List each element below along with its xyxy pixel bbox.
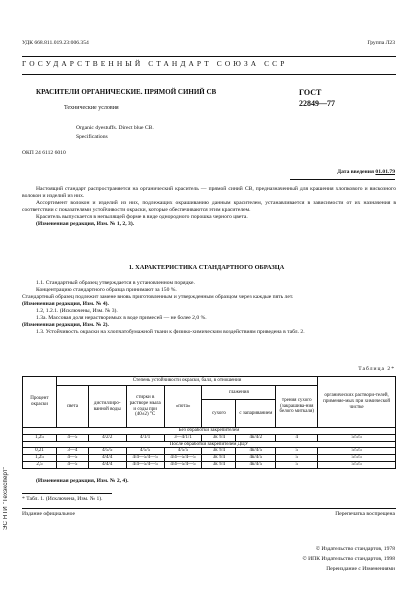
table-cell: 3—4/1/1 [164,434,202,441]
table-cell: 5 [276,461,318,468]
gost-number: 22849—77 [299,99,335,108]
banner-rule [22,74,396,75]
table-cell: 4к/4/5 [236,455,276,462]
clause-line: Концентрацию стандартного образца принимают за 150 %. [36,287,177,293]
footnote-rule [22,493,112,494]
side-watermark: ЭС НТИ "Техэксперт" [3,466,9,530]
table-cell: 4/5/5 [126,448,164,455]
table-header-row [23,377,396,386]
clause-line: 1.3. Устойчивость окраски на хлопчатобумажной ткани к физико-химическим воздействиям приведена в табл. 2. [36,329,305,335]
table-cell: 1,25 [23,434,57,441]
table-cell: 5/5/5 [318,461,396,468]
copyright-1978: © Издательство стандартов, 1978 [315,546,395,552]
table-cell: 3—4 [56,448,88,455]
table-row [23,434,396,441]
header-wash: стирки в растворе мыла и соды при (40±2) °С [126,386,164,428]
header-light: света [56,386,88,428]
footer-rule [22,508,396,509]
header-ironing: глажения [202,386,276,400]
table-cell: 4/4—5/4—5 [164,461,202,468]
table-cell: 1,25 [23,455,57,462]
table-section-label: Без обработки закрепителем [23,428,396,435]
clause-line: 1.1. Стандартный образец утверждается в установленном порядке. [36,280,195,286]
fastness-table [22,376,396,469]
header-sweat: «пота» [164,386,202,428]
reissue-note: Переиздание с Изменениями [326,566,395,572]
table-cell: 3к т/4 [202,434,236,441]
amendment-note: (Измененная редакция, Изм. № 4). [22,301,109,307]
table-cell: 4/5/5 [88,448,126,455]
table-section-row [23,428,396,435]
group-code: Группа Л23 [367,40,395,46]
header-percent: Процент окраски [23,377,57,428]
clause-line: 1.2, 1.2.1. (Исключены, Изм. № 3). [36,308,118,314]
table-amendment-note: (Измененная редакция, Изм. № 2, 4). [36,478,129,484]
table-cell: 4/4—5/4—5 [164,455,202,462]
udk-code: УДК 668.811.019.23:006.354 [22,40,89,46]
reprint-prohibited: Перепечатка воспрещена [335,511,395,517]
amendment-note: (Измененная редакция, Изм. № 1, 2, 3). [36,221,135,227]
table-cell: 3к т/4 [202,455,236,462]
intro-paragraph: Краситель выпускается в непылящей форме в виде однородного порошка черного цвета. [36,214,248,220]
top-rule [22,56,396,57]
section-heading: 1. ХАРАКТЕРИСТИКА СТАНДАРТНОГО ОБРАЗЦА [128,264,285,271]
table-cell: 2,5 [23,461,57,468]
table-cell: 4/4—5/4—5 [126,455,164,462]
intro-paragraph: Настоящий стандарт распространяется на органический краситель — прямой синий СВ, предназначенный для крашения хлопкового и вискозного волокон и изделий из них. [22,186,396,199]
section-body [22,280,396,336]
header-dry: сухого [202,400,236,428]
table-cell: 4—5 [56,434,88,441]
footnote: * Табл. 1. (Исключена, Изм. № 1). [22,496,103,502]
table-cell: 4/2/2 [88,434,126,441]
effective-date-label: Дата введения [337,169,375,175]
table-cell: 4—5 [56,461,88,468]
table-cell: 5 [276,455,318,462]
table-section-row [23,441,396,448]
copyright-1998: © ИПК Издательство стандартов, 1998 [302,556,395,562]
table-row [23,448,396,455]
intro-rule [290,179,395,180]
document-subtitle: Технические условия [64,105,119,111]
table-cell: 4 [276,434,318,441]
english-subtitle: Specifications [76,134,108,140]
intro-paragraph: Ассортимент волокон и изделий из них, подлежащих окрашиванию данным красителем, устанавливается в зависимости от их назначения в соответствии с показателями устойчивости окраски, которые обеспечиваются этим красителем. [22,200,396,213]
table-cell: 5/5/5 [318,434,396,441]
effective-date [337,169,395,176]
table-cell: 4к/4/2 [236,434,276,441]
header-organic: органических раствори-телей, применяе-мых при химической чистке [318,377,396,428]
header-steam: с запариванием [236,400,276,428]
table-cell: 4/1/1 [126,434,164,441]
official-edition: Издание официальное [22,511,75,517]
standard-banner: ГОСУДАРСТВЕННЫЙ СТАНДАРТ СОЮЗА ССР [22,59,288,68]
table-row [23,455,396,462]
clause-line: Стандартный образец подлежит замене вновь приготовленным и утвержденным образцом через каждые пять лет. [22,294,294,300]
intro-text [22,186,396,228]
table-cell: 4к/4/5 [236,448,276,455]
table-cell: 4/4—5/4—5 [126,461,164,468]
english-title: Organic dyestuffs. Direct blue CB. [76,125,154,131]
table-cell: 5 [276,448,318,455]
clause-line: 1.3а. Массовая доля нерастворимых в воде примесей — не более 2,0 %. [36,315,207,321]
table-cell: 5/5/5 [318,455,396,462]
gost-label: ГОСТ [299,88,322,97]
table-cell: 4/5/5 [164,448,202,455]
header-water: дистиллиро-ванной воды [88,386,126,428]
document-title: КРАСИТЕЛИ ОРГАНИЧЕСКИЕ. ПРЯМОЙ СИНИЙ СВ [36,88,217,96]
table-cell: 3к т/4 [202,461,236,468]
table-row [23,461,396,468]
table-cell: 0,21 [23,448,57,455]
table-caption: Таблица 2* [358,366,395,372]
table-cell: 4—5 [56,455,88,462]
amendment-note: (Измененная редакция, Изм. № 2). [22,322,109,328]
header-group: Степень устойчивости окраски, балл, в отношении [56,377,317,386]
table-cell: 4/4/4 [88,455,126,462]
table-cell: 4к/4/5 [236,461,276,468]
table-section-label: После обработки закрепителем ДЦУ [23,441,396,448]
header-rubbing: трения сухого (закрашива-ния белого миткаля) [276,386,318,428]
effective-date-value: 01.01.79 [375,169,395,175]
table-cell: 5/5/5 [318,448,396,455]
okp-code: ОКП 24 6112 6010 [22,150,66,156]
table-cell: 4/4/4 [88,461,126,468]
table-cell: 3к т/4 [202,448,236,455]
